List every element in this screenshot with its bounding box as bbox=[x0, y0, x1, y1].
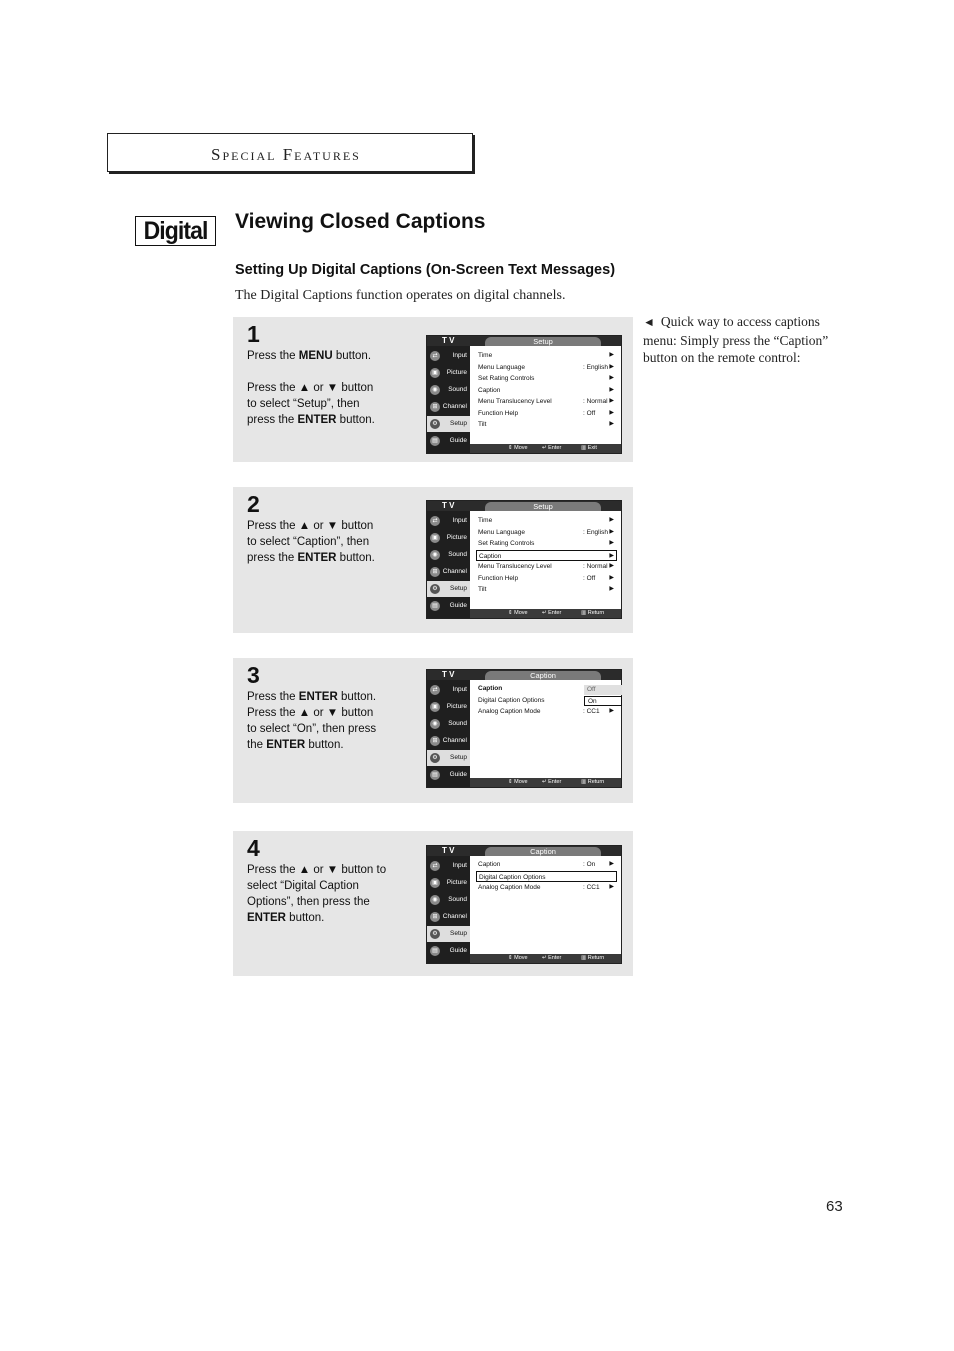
sound-icon: ◉ bbox=[430, 385, 440, 395]
caption-option-on[interactable]: On bbox=[584, 696, 622, 706]
button-name: ENTER bbox=[297, 414, 337, 426]
sidebar-item-label: Input bbox=[452, 686, 467, 693]
tv-menu-screen bbox=[426, 669, 622, 788]
sidebar-item-label: Setup bbox=[450, 420, 467, 427]
section-subtitle: Setting Up Digital Captions (On-Screen Text Messages) bbox=[235, 262, 616, 278]
right-arrow-icon: ▶ bbox=[609, 409, 614, 416]
menu-row[interactable] bbox=[478, 561, 616, 572]
sidebar-item-label: Channel bbox=[442, 403, 467, 410]
instruction-line bbox=[247, 737, 417, 753]
menu-row-value: : Off bbox=[583, 574, 596, 582]
sidebar-item-label: Input bbox=[452, 352, 467, 359]
menu-sidebar bbox=[427, 856, 470, 963]
menu-row[interactable] bbox=[476, 871, 617, 882]
channel-icon: ⊞ bbox=[430, 736, 440, 746]
sidebar-item-guide[interactable] bbox=[427, 598, 470, 614]
step-instructions bbox=[247, 689, 417, 753]
footer-enter: ↵ Enter bbox=[542, 779, 562, 785]
sidebar-item-label: Picture bbox=[446, 534, 467, 541]
input-icon: ⇄ bbox=[430, 516, 440, 526]
menu-row-label: Menu Language bbox=[478, 528, 525, 536]
digital-logo bbox=[135, 216, 216, 246]
sidebar-item-channel[interactable] bbox=[427, 564, 470, 580]
menu-header bbox=[427, 846, 621, 856]
intro-text: The Digital Captions function operates on digital channels. bbox=[235, 288, 566, 303]
sidebar-item-sound[interactable] bbox=[427, 547, 470, 563]
menu-row-label: Set Rating Controls bbox=[478, 375, 535, 382]
menu-sidebar bbox=[427, 680, 470, 787]
guide-icon: ▤ bbox=[430, 770, 440, 780]
sidebar-item-sound[interactable] bbox=[427, 892, 470, 908]
tv-menu-screen bbox=[426, 845, 622, 964]
footer-return: ▥ Return bbox=[581, 779, 605, 785]
right-arrow-icon: ▶ bbox=[609, 352, 614, 358]
sound-icon: ◉ bbox=[430, 719, 440, 729]
sidebar-item-label: Guide bbox=[449, 602, 467, 609]
setup-icon: ⚙ bbox=[430, 584, 440, 594]
instruction-text: Press the ▲ or ▼ button bbox=[247, 382, 374, 394]
sidebar-item-label: Channel bbox=[442, 737, 467, 744]
menu-row-label: Analog Caption Mode bbox=[478, 884, 541, 891]
instruction-text: button. bbox=[336, 552, 375, 564]
sidebar-item-label: Sound bbox=[448, 896, 467, 903]
menu-body bbox=[470, 511, 621, 609]
menu-row-label: Menu Translucency Level bbox=[478, 398, 552, 405]
tip-note bbox=[643, 313, 853, 367]
instruction-line bbox=[247, 689, 417, 705]
step-panel-3 bbox=[233, 658, 633, 803]
right-arrow-icon: ▶ bbox=[609, 884, 614, 890]
instruction-line bbox=[247, 412, 417, 428]
tip-text: Quick way to access captions menu: Simply press the “Caption” button on the remote control: bbox=[643, 314, 829, 365]
sidebar-item-guide[interactable] bbox=[427, 943, 470, 959]
menu-row-label: Digital Caption Options bbox=[479, 873, 546, 881]
menu-header bbox=[427, 670, 621, 680]
menu-tv-label: T V bbox=[442, 846, 455, 855]
instruction-line bbox=[247, 518, 417, 534]
input-icon: ⇄ bbox=[430, 861, 440, 871]
menu-row[interactable] bbox=[478, 373, 616, 384]
instruction-text: button. bbox=[332, 350, 372, 362]
sidebar-item-label: Setup bbox=[450, 754, 467, 761]
footer-move: ⇕ Move bbox=[508, 955, 528, 961]
sidebar-item-setup[interactable] bbox=[427, 416, 470, 432]
sidebar-item-sound[interactable] bbox=[427, 382, 470, 398]
sidebar-item-guide[interactable] bbox=[427, 433, 470, 449]
sidebar-item-setup[interactable] bbox=[427, 750, 470, 766]
menu-row[interactable] bbox=[478, 350, 616, 361]
instruction-text: press the bbox=[247, 552, 298, 564]
footer-enter: ↵ Enter bbox=[542, 610, 562, 616]
setup-icon: ⚙ bbox=[430, 753, 440, 763]
menu-row[interactable] bbox=[478, 515, 616, 526]
menu-row-value: : CC1 bbox=[583, 708, 600, 715]
menu-row[interactable] bbox=[478, 584, 616, 595]
menu-tab-title: Setup bbox=[485, 337, 601, 346]
menu-row-label: Caption bbox=[479, 552, 502, 560]
guide-icon: ▤ bbox=[430, 946, 440, 956]
menu-row-value: : English bbox=[583, 528, 608, 536]
right-arrow-icon: ▶ bbox=[609, 552, 614, 559]
instruction-text: Press the bbox=[247, 691, 299, 703]
instruction-text: button. bbox=[305, 739, 344, 751]
button-name: ENTER bbox=[298, 691, 338, 703]
instruction-line bbox=[247, 705, 417, 721]
menu-row-label: Caption bbox=[478, 685, 503, 692]
menu-footer bbox=[470, 778, 621, 787]
sidebar-item-setup[interactable] bbox=[427, 581, 470, 597]
step-instructions bbox=[247, 518, 417, 566]
right-arrow-icon: ▶ bbox=[609, 540, 614, 546]
sidebar-item-setup[interactable] bbox=[427, 926, 470, 942]
digital-logo-text: Digital bbox=[143, 217, 208, 245]
menu-row[interactable] bbox=[476, 550, 617, 561]
footer-move: ⇕ Move bbox=[508, 779, 528, 785]
instruction-line bbox=[247, 380, 417, 396]
menu-tv-label: T V bbox=[442, 670, 455, 679]
sidebar-item-input[interactable] bbox=[427, 348, 470, 364]
menu-tab-title: Caption bbox=[485, 847, 601, 856]
menu-tv-label: T V bbox=[442, 336, 455, 345]
right-arrow-icon: ▶ bbox=[609, 398, 614, 404]
menu-tab-title: Caption bbox=[485, 671, 601, 680]
channel-icon: ⊞ bbox=[430, 912, 440, 922]
menu-body bbox=[470, 346, 621, 444]
sidebar-item-label: Sound bbox=[448, 720, 467, 727]
sidebar-item-picture[interactable] bbox=[427, 699, 470, 715]
step-number: 2 bbox=[247, 491, 260, 517]
instruction-line bbox=[247, 910, 417, 926]
sidebar-item-label: Channel bbox=[442, 913, 467, 920]
menu-row[interactable] bbox=[478, 385, 616, 396]
instruction-line bbox=[247, 862, 417, 878]
sidebar-item-sound[interactable] bbox=[427, 716, 470, 732]
menu-row[interactable] bbox=[478, 538, 616, 549]
instruction-text: to select “Caption”, then bbox=[247, 536, 370, 548]
caption-option-off[interactable]: Off bbox=[584, 685, 622, 695]
menu-row[interactable] bbox=[478, 859, 616, 870]
menu-sidebar bbox=[427, 511, 470, 618]
sidebar-item-label: Input bbox=[452, 517, 467, 524]
picture-icon: ▣ bbox=[430, 368, 440, 378]
sidebar-item-channel[interactable] bbox=[427, 909, 470, 925]
menu-header bbox=[427, 336, 621, 346]
sidebar-item-input[interactable] bbox=[427, 682, 470, 698]
button-name: ENTER bbox=[247, 912, 286, 924]
menu-row[interactable] bbox=[478, 706, 616, 717]
instruction-text: to select “On”, then press bbox=[247, 723, 377, 735]
picture-icon: ▣ bbox=[430, 533, 440, 543]
sidebar-item-picture[interactable] bbox=[427, 875, 470, 891]
step-number: 3 bbox=[247, 662, 260, 688]
instruction-line bbox=[247, 534, 417, 550]
menu-row-value: : Off bbox=[583, 409, 596, 417]
sidebar-item-label: Guide bbox=[449, 437, 467, 444]
sidebar-item-label: Picture bbox=[446, 703, 467, 710]
right-arrow-icon: ▶ bbox=[609, 528, 614, 535]
footer-exit: ▥ Exit bbox=[581, 445, 597, 451]
input-icon: ⇄ bbox=[430, 685, 440, 695]
instruction-text: button. bbox=[285, 912, 325, 924]
right-arrow-icon: ▶ bbox=[609, 363, 614, 370]
menu-row-label: Function Help bbox=[478, 574, 519, 582]
instruction-text: select “Digital Caption bbox=[247, 880, 359, 892]
footer-return: ▥ Return bbox=[581, 955, 605, 961]
instruction-text: button. bbox=[337, 691, 377, 703]
menu-row[interactable] bbox=[478, 882, 616, 893]
menu-row-value: : On bbox=[583, 861, 596, 868]
right-arrow-icon: ▶ bbox=[609, 563, 614, 569]
sidebar-item-label: Channel bbox=[442, 568, 467, 575]
right-arrow-icon: ▶ bbox=[609, 386, 614, 393]
menu-footer bbox=[470, 444, 621, 453]
step-instructions bbox=[247, 862, 417, 926]
footer-move: ⇕ Move bbox=[508, 445, 528, 451]
menu-row[interactable] bbox=[478, 408, 616, 419]
step-panel-2 bbox=[233, 487, 633, 633]
input-icon: ⇄ bbox=[430, 351, 440, 361]
step-instructions bbox=[247, 348, 417, 428]
page-title: Viewing Closed Captions bbox=[235, 210, 486, 233]
menu-tab-title: Setup bbox=[485, 502, 601, 511]
step-panel-1 bbox=[233, 317, 633, 462]
left-arrow-icon: ◄ bbox=[643, 315, 655, 329]
menu-row-label: Analog Caption Mode bbox=[478, 708, 541, 715]
instruction-line bbox=[247, 894, 417, 910]
footer-move: ⇕ Move bbox=[508, 610, 528, 616]
instruction-text: to select “Setup”, then bbox=[247, 398, 360, 410]
menu-footer bbox=[470, 954, 621, 963]
guide-icon: ▤ bbox=[430, 601, 440, 611]
right-arrow-icon: ▶ bbox=[609, 708, 614, 714]
right-arrow-icon: ▶ bbox=[609, 574, 614, 581]
menu-row-label: Tilt bbox=[478, 586, 487, 593]
menu-row[interactable] bbox=[478, 396, 616, 407]
menu-body bbox=[470, 680, 621, 778]
menu-row[interactable] bbox=[478, 527, 616, 538]
sidebar-item-channel[interactable] bbox=[427, 733, 470, 749]
button-name: ENTER bbox=[297, 552, 337, 564]
sidebar-item-label: Sound bbox=[448, 551, 467, 558]
sidebar-item-guide[interactable] bbox=[427, 767, 470, 783]
menu-row-label: Menu Translucency Level bbox=[478, 563, 552, 570]
menu-row-value: : English bbox=[583, 363, 608, 371]
instruction-text: button. bbox=[336, 414, 375, 426]
right-arrow-icon: ▶ bbox=[609, 586, 614, 592]
line-gap bbox=[247, 364, 417, 380]
menu-header bbox=[427, 501, 621, 511]
instruction-text: Press the ▲ or ▼ button bbox=[247, 520, 374, 532]
sidebar-item-label: Sound bbox=[448, 386, 467, 393]
section-header-box bbox=[107, 133, 473, 172]
menu-row-label: Time bbox=[478, 352, 493, 359]
menu-row-label: Caption bbox=[478, 386, 501, 394]
instruction-text: Press the bbox=[247, 350, 299, 362]
menu-row-label: Caption bbox=[478, 861, 501, 868]
instruction-text: Press the ▲ or ▼ button bbox=[247, 707, 374, 719]
sidebar-item-label: Setup bbox=[450, 585, 467, 592]
step-number: 1 bbox=[247, 321, 260, 347]
menu-row-label: Menu Language bbox=[478, 363, 525, 371]
step-panel-4 bbox=[233, 831, 633, 976]
channel-icon: ⊞ bbox=[430, 567, 440, 577]
menu-sidebar bbox=[427, 346, 470, 453]
sound-icon: ◉ bbox=[430, 895, 440, 905]
picture-icon: ▣ bbox=[430, 702, 440, 712]
right-arrow-icon: ▶ bbox=[609, 421, 614, 427]
footer-return: ▥ Return bbox=[581, 610, 605, 616]
instruction-text: the bbox=[247, 739, 267, 751]
menu-row-value: : CC1 bbox=[583, 884, 600, 891]
sidebar-item-label: Picture bbox=[446, 369, 467, 376]
footer-enter: ↵ Enter bbox=[542, 955, 562, 961]
page-number: 63 bbox=[826, 1198, 843, 1215]
sidebar-item-label: Setup bbox=[450, 930, 467, 937]
menu-footer bbox=[470, 609, 621, 618]
tv-menu-screen bbox=[426, 335, 622, 454]
menu-row-value: : Normal bbox=[583, 398, 608, 405]
right-arrow-icon: ▶ bbox=[609, 517, 614, 523]
step-number: 4 bbox=[247, 835, 260, 861]
sidebar-item-input[interactable] bbox=[427, 858, 470, 874]
menu-row-label: Set Rating Controls bbox=[478, 540, 535, 547]
menu-body bbox=[470, 856, 621, 954]
sidebar-item-channel[interactable] bbox=[427, 399, 470, 415]
menu-row[interactable] bbox=[478, 362, 616, 373]
button-name: ENTER bbox=[266, 739, 306, 751]
menu-row-label: Time bbox=[478, 517, 493, 524]
sidebar-item-picture[interactable] bbox=[427, 365, 470, 381]
tv-menu-screen bbox=[426, 500, 622, 619]
sidebar-item-label: Guide bbox=[449, 771, 467, 778]
right-arrow-icon: ▶ bbox=[609, 375, 614, 381]
sidebar-item-picture[interactable] bbox=[427, 530, 470, 546]
picture-icon: ▣ bbox=[430, 878, 440, 888]
sidebar-item-label: Input bbox=[452, 862, 467, 869]
channel-icon: ⊞ bbox=[430, 402, 440, 412]
instruction-line bbox=[247, 348, 417, 364]
instruction-text: press the bbox=[247, 414, 298, 426]
menu-tv-label: T V bbox=[442, 501, 455, 510]
button-name: MENU bbox=[298, 350, 333, 362]
menu-row-label: Tilt bbox=[478, 421, 487, 428]
instruction-text: Press the ▲ or ▼ button to bbox=[247, 864, 387, 876]
sidebar-item-label: Guide bbox=[449, 947, 467, 954]
menu-row[interactable] bbox=[478, 573, 616, 584]
guide-icon: ▤ bbox=[430, 436, 440, 446]
instruction-line bbox=[247, 721, 417, 737]
sound-icon: ◉ bbox=[430, 550, 440, 560]
section-title: Special Features bbox=[211, 145, 361, 164]
menu-row-label: Function Help bbox=[478, 409, 519, 417]
instruction-text: Options”, then press the bbox=[247, 896, 370, 908]
right-arrow-icon: ▶ bbox=[609, 861, 614, 867]
setup-icon: ⚙ bbox=[430, 929, 440, 939]
footer-enter: ↵ Enter bbox=[542, 445, 562, 451]
setup-icon: ⚙ bbox=[430, 419, 440, 429]
menu-row-label: Digital Caption Options bbox=[478, 696, 545, 704]
menu-row[interactable] bbox=[478, 419, 616, 430]
instruction-line bbox=[247, 878, 417, 894]
instruction-line bbox=[247, 550, 417, 566]
instruction-line bbox=[247, 396, 417, 412]
sidebar-item-label: Picture bbox=[446, 879, 467, 886]
menu-row-value: : Normal bbox=[583, 563, 608, 570]
sidebar-item-input[interactable] bbox=[427, 513, 470, 529]
